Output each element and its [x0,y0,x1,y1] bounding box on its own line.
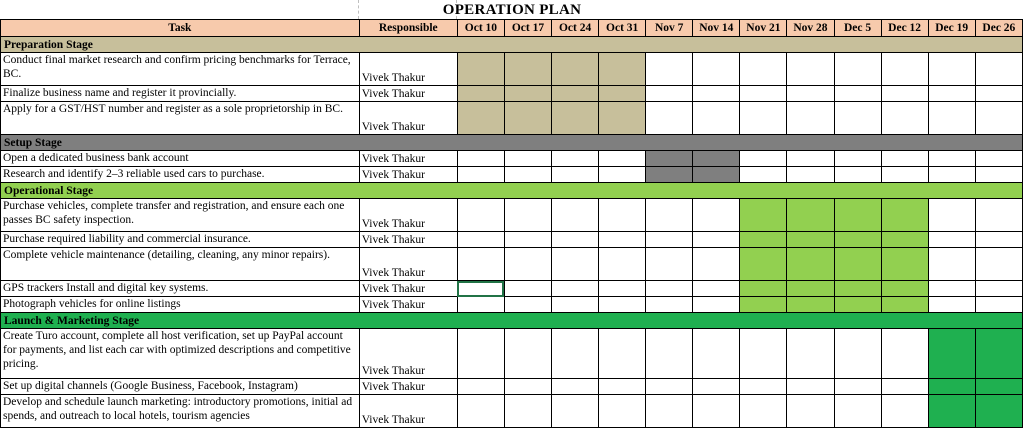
timeline-cell[interactable] [740,167,787,183]
task-row [1,232,1023,248]
timeline-cell-active[interactable] [834,232,881,248]
timeline-cell-active[interactable] [881,297,928,313]
task-header[interactable]: Task [1,20,360,37]
timeline-cell[interactable] [881,395,928,428]
week-header[interactable]: Dec 26 [975,20,1022,37]
timeline-cell-active[interactable] [787,199,834,232]
responsible-cell[interactable]: Vivek Thakur [359,281,457,297]
timeline-cell[interactable] [457,248,504,281]
timeline-cell[interactable] [457,199,504,232]
week-header[interactable]: Nov 21 [740,20,787,37]
timeline-cell-active[interactable] [504,86,551,102]
task-cell[interactable]: Purchase vehicles, complete transfer and registration, and ensure each one passes BC safety inspection. [1,199,360,232]
timeline-cell[interactable] [646,395,693,428]
task-cell[interactable]: Apply for a GST/HST number and register as a sole proprietorship in BC. [1,102,360,135]
timeline-cell[interactable] [834,167,881,183]
timeline-cell-active[interactable] [740,199,787,232]
timeline-cell[interactable] [599,281,646,297]
timeline-cell-active[interactable] [928,329,975,379]
timeline-cell-active[interactable] [599,53,646,86]
timeline-cell-active[interactable] [552,86,599,102]
timeline-cell[interactable] [599,232,646,248]
responsible-cell[interactable]: Vivek Thakur [359,297,457,313]
timeline-cell[interactable] [928,53,975,86]
responsible-cell[interactable]: Vivek Thakur [359,329,457,379]
timeline-cell[interactable] [552,151,599,167]
timeline-cell-active[interactable] [834,248,881,281]
timeline-cell[interactable] [504,395,551,428]
timeline-cell[interactable] [599,329,646,379]
timeline-cell[interactable] [504,248,551,281]
responsible-cell[interactable]: Vivek Thakur [359,167,457,183]
timeline-cell[interactable] [552,379,599,395]
timeline-cell[interactable] [787,329,834,379]
timeline-cell-active[interactable] [787,248,834,281]
timeline-cell[interactable] [740,86,787,102]
timeline-cell[interactable] [693,248,740,281]
task-cell[interactable]: Develop and schedule launch marketing: introductory promotions, initial ad spends, and outreach to local hotels, tourism agencies [1,395,360,428]
timeline-cell[interactable] [881,167,928,183]
timeline-cell[interactable] [740,395,787,428]
timeline-cell[interactable] [693,395,740,428]
timeline-cell-active[interactable] [552,102,599,135]
timeline-cell-active[interactable] [975,379,1022,395]
responsible-cell[interactable]: Vivek Thakur [359,151,457,167]
timeline-cell[interactable] [881,53,928,86]
week-header[interactable]: Oct 10 [457,20,504,37]
timeline-cell[interactable] [740,102,787,135]
task-cell[interactable]: Open a dedicated business bank account [1,151,360,167]
timeline-cell-active[interactable] [552,53,599,86]
timeline-cell-active[interactable] [693,151,740,167]
week-header[interactable]: Nov 7 [646,20,693,37]
timeline-cell[interactable] [457,297,504,313]
timeline-cell-active[interactable] [787,281,834,297]
timeline-cell-active[interactable] [457,53,504,86]
task-row [1,102,1023,135]
timeline-cell[interactable] [504,167,551,183]
timeline-cell[interactable] [834,329,881,379]
stage-title[interactable]: Launch & Marketing Stage [1,313,360,329]
stage-row [1,135,1023,151]
timeline-cell[interactable] [599,151,646,167]
timeline-cell[interactable] [457,395,504,428]
timeline-cell[interactable] [928,232,975,248]
timeline-cell[interactable] [928,151,975,167]
timeline-cell[interactable] [599,167,646,183]
timeline-cell[interactable] [881,102,928,135]
responsible-header[interactable]: Responsible [359,20,457,37]
timeline-cell[interactable] [552,329,599,379]
timeline-cell[interactable] [504,329,551,379]
task-cell[interactable]: Set up digital channels (Google Business, Facebook, Instagram) [1,379,360,395]
timeline-cell[interactable] [693,86,740,102]
timeline-cell[interactable] [693,102,740,135]
stage-row [1,37,1023,53]
timeline-cell[interactable] [928,281,975,297]
responsible-cell[interactable]: Vivek Thakur [359,199,457,232]
timeline-cell-active[interactable] [975,329,1022,379]
timeline-cell[interactable] [975,281,1022,297]
stage-band[interactable] [359,135,1022,151]
task-row [1,167,1023,183]
timeline-cell-active[interactable] [881,232,928,248]
timeline-cell-active[interactable] [599,86,646,102]
timeline-cell[interactable] [457,281,504,297]
task-cell[interactable]: Conduct final market research and confirm pricing benchmarks for Terrace, BC. [1,53,360,86]
timeline-cell[interactable] [740,329,787,379]
page-title: OPERATION PLAN [442,2,582,18]
timeline-cell[interactable] [552,248,599,281]
timeline-cell[interactable] [787,53,834,86]
stage-row [1,183,1023,199]
timeline-cell[interactable] [504,151,551,167]
week-header[interactable]: Oct 24 [552,20,599,37]
timeline-cell[interactable] [693,281,740,297]
task-cell[interactable]: Purchase required liability and commercial insurance. [1,232,360,248]
timeline-cell[interactable] [928,297,975,313]
timeline-cell-active[interactable] [928,379,975,395]
stage-row [1,313,1023,329]
gantt-table [0,19,1023,428]
timeline-cell[interactable] [834,151,881,167]
timeline-cell[interactable] [834,395,881,428]
timeline-cell[interactable] [646,297,693,313]
task-cell[interactable]: Photograph vehicles for online listings [1,297,360,313]
timeline-cell[interactable] [881,379,928,395]
timeline-cell-active[interactable] [928,395,975,428]
stage-title[interactable]: Operational Stage [1,183,360,199]
timeline-cell[interactable] [693,199,740,232]
timeline-cell[interactable] [693,329,740,379]
week-header[interactable]: Dec 5 [834,20,881,37]
timeline-cell[interactable] [646,199,693,232]
week-header[interactable]: Oct 31 [599,20,646,37]
timeline-cell[interactable] [975,53,1022,86]
timeline-cell[interactable] [646,102,693,135]
timeline-cell[interactable] [457,151,504,167]
timeline-cell[interactable] [740,151,787,167]
timeline-cell[interactable] [646,86,693,102]
responsible-cell[interactable]: Vivek Thakur [359,86,457,102]
task-row [1,86,1023,102]
timeline-cell[interactable] [975,167,1022,183]
timeline-cell[interactable] [975,248,1022,281]
timeline-cell[interactable] [740,53,787,86]
responsible-cell[interactable]: Vivek Thakur [359,379,457,395]
timeline-cell[interactable] [693,297,740,313]
timeline-cell[interactable] [552,297,599,313]
timeline-cell-active[interactable] [599,102,646,135]
responsible-cell[interactable]: Vivek Thakur [359,232,457,248]
timeline-cell[interactable] [928,199,975,232]
timeline-cell[interactable] [693,53,740,86]
timeline-cell[interactable] [928,102,975,135]
timeline-cell-active[interactable] [740,281,787,297]
timeline-cell-active[interactable] [834,297,881,313]
timeline-cell[interactable] [646,53,693,86]
timeline-cell[interactable] [552,167,599,183]
timeline-cell-active[interactable] [975,395,1022,428]
timeline-cell[interactable] [834,86,881,102]
timeline-cell[interactable] [787,395,834,428]
timeline-cell[interactable] [975,199,1022,232]
timeline-cell-active[interactable] [740,232,787,248]
timeline-cell[interactable] [975,297,1022,313]
timeline-cell[interactable] [599,248,646,281]
timeline-cell[interactable] [740,379,787,395]
timeline-cell[interactable] [457,329,504,379]
responsible-cell[interactable]: Vivek Thakur [359,395,457,428]
week-header[interactable]: Nov 14 [693,20,740,37]
timeline-cell[interactable] [599,199,646,232]
timeline-cell[interactable] [504,281,551,297]
task-row [1,395,1023,428]
timeline-cell[interactable] [787,102,834,135]
timeline-cell[interactable] [881,151,928,167]
timeline-cell[interactable] [693,232,740,248]
timeline-cell-active[interactable] [740,248,787,281]
timeline-cell-active[interactable] [787,232,834,248]
timeline-cell[interactable] [504,232,551,248]
timeline-cell[interactable] [646,232,693,248]
week-header[interactable]: Nov 28 [787,20,834,37]
stage-title[interactable]: Setup Stage [1,135,360,151]
timeline-cell[interactable] [834,53,881,86]
task-cell[interactable]: Complete vehicle maintenance (detailing, cleaning, any minor repairs). [1,248,360,281]
responsible-cell[interactable]: Vivek Thakur [359,53,457,86]
task-row [1,248,1023,281]
timeline-cell[interactable] [646,379,693,395]
task-cell[interactable]: Finalize business name and register it provincially. [1,86,360,102]
timeline-cell[interactable] [881,86,928,102]
stage-title[interactable]: Preparation Stage [1,37,360,53]
timeline-cell[interactable] [928,86,975,102]
timeline-cell[interactable] [693,379,740,395]
timeline-cell[interactable] [552,232,599,248]
timeline-cell-active[interactable] [457,86,504,102]
timeline-cell-active[interactable] [740,297,787,313]
timeline-cell[interactable] [646,281,693,297]
task-row [1,297,1023,313]
timeline-cell-active[interactable] [881,199,928,232]
task-row [1,151,1023,167]
task-row [1,53,1023,86]
timeline-cell[interactable] [599,395,646,428]
week-header[interactable]: Dec 19 [928,20,975,37]
timeline-cell-active[interactable] [881,281,928,297]
timeline-cell-active[interactable] [504,53,551,86]
timeline-cell[interactable] [504,199,551,232]
task-row [1,329,1023,379]
stage-band[interactable] [359,313,1022,329]
timeline-cell[interactable] [928,167,975,183]
timeline-cell[interactable] [928,248,975,281]
timeline-cell-active[interactable] [646,151,693,167]
timeline-cell[interactable] [457,232,504,248]
responsible-cell[interactable]: Vivek Thakur [359,248,457,281]
timeline-cell[interactable] [599,379,646,395]
timeline-cell[interactable] [457,167,504,183]
task-row [1,199,1023,232]
responsible-cell[interactable]: Vivek Thakur [359,102,457,135]
week-header[interactable]: Dec 12 [881,20,928,37]
timeline-cell[interactable] [504,379,551,395]
task-row [1,379,1023,395]
timeline-cell[interactable] [881,329,928,379]
timeline-cell-active[interactable] [787,297,834,313]
timeline-cell-active[interactable] [881,248,928,281]
timeline-cell-active[interactable] [504,102,551,135]
timeline-cell[interactable] [975,102,1022,135]
task-row [1,281,1023,297]
timeline-cell[interactable] [787,86,834,102]
timeline-cell[interactable] [975,151,1022,167]
timeline-cell[interactable] [552,199,599,232]
timeline-cell[interactable] [975,86,1022,102]
week-header[interactable]: Oct 17 [504,20,551,37]
timeline-cell-active[interactable] [457,102,504,135]
header-row [1,20,1023,37]
stage-band[interactable] [359,183,1022,199]
timeline-cell-active[interactable] [693,167,740,183]
timeline-cell[interactable] [975,232,1022,248]
timeline-cell[interactable] [787,379,834,395]
task-cell[interactable]: Research and identify 2–3 reliable used cars to purchase. [1,167,360,183]
timeline-cell-active[interactable] [834,199,881,232]
timeline-cell[interactable] [787,151,834,167]
timeline-cell-active[interactable] [646,167,693,183]
timeline-cell[interactable] [552,281,599,297]
timeline-cell[interactable] [457,379,504,395]
task-cell[interactable]: Create Turo account, complete all host verification, set up PayPal account for payments, and list each car with optimized descriptions and competitive pricing. [1,329,360,379]
timeline-cell[interactable] [834,379,881,395]
timeline-cell[interactable] [787,167,834,183]
timeline-cell[interactable] [646,329,693,379]
timeline-cell[interactable] [599,297,646,313]
timeline-cell[interactable] [646,248,693,281]
timeline-cell[interactable] [834,102,881,135]
timeline-cell-active[interactable] [834,281,881,297]
timeline-cell[interactable] [552,395,599,428]
stage-band[interactable] [359,37,1022,53]
timeline-cell[interactable] [504,297,551,313]
task-cell[interactable]: GPS trackers Install and digital key systems. [1,281,360,297]
